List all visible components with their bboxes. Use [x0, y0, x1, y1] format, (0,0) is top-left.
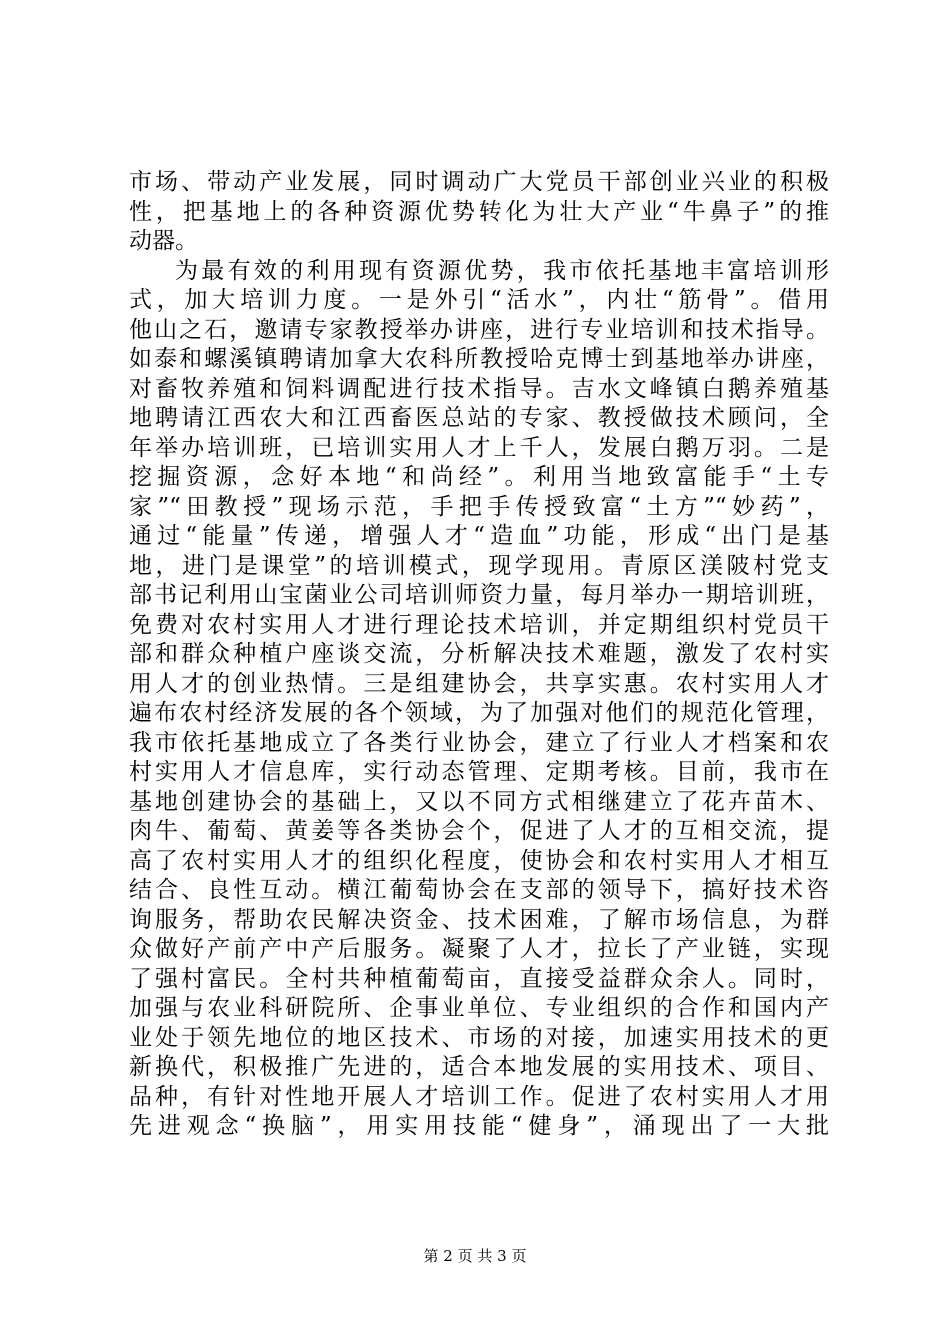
- text-line: 先进观念“换脑”，用实用技能“健身”，涌现出了一大批: [129, 1113, 829, 1139]
- text-line: 肉牛、葡萄、黄姜等各类协会个，促进了人才的互相交流，提: [129, 818, 829, 844]
- text-line: 用人才的创业热情。三是组建协会，共享实惠。农村实用人才: [129, 670, 829, 697]
- text-line: 地，进门是课堂”的培训模式，现学现用。青原区渼陂村党支: [129, 552, 829, 579]
- text-line: 动器。: [129, 228, 198, 254]
- text-line: 高了农村实用人才的组织化程度，使协会和农村实用人才相互: [129, 847, 829, 874]
- text-line: 他山之石，邀请专家教授举办讲座，进行专业培训和技术指导。: [129, 316, 829, 343]
- text-line: 挖掘资源，念好本地“和尚经”。利用当地致富能手“土专: [129, 464, 829, 490]
- text-line: 式，加大培训力度。一是外引“活水”，内壮“筋骨”。借用: [129, 287, 829, 313]
- text-line: 加强与农业科研院所、企事业单位、专业组织的合作和国内产: [129, 995, 829, 1021]
- text-line: 对畜牧养殖和饲料调配进行技术指导。吉水文峰镇白鹅养殖基: [129, 375, 829, 402]
- text-line: 市场、带动产业发展，同时调动广大党员干部创业兴业的积极: [129, 169, 829, 195]
- text-line: 部书记利用山宝菌业公司培训师资力量，每月举办一期培训班，: [129, 582, 829, 608]
- text-line: 免费对农村实用人才进行理论技术培训，并定期组织村党员干: [129, 611, 829, 638]
- text-line: 通过“能量”传递，增强人才“造血”功能，形成“出门是基: [129, 523, 829, 549]
- text-line: 基地创建协会的基础上，又以不同方式相继建立了花卉苗木、: [129, 788, 829, 815]
- text-line: 结合、良性互动。横江葡萄协会在支部的领导下，搞好技术咨: [129, 877, 829, 903]
- text-line: 部和群众种植户座谈交流，分析解决技术难题，激发了农村实: [129, 641, 829, 667]
- text-line: 新换代，积极推广先进的，适合本地发展的实用技术、项目、: [129, 1054, 829, 1080]
- text-line: 家”“田教授”现场示范，手把手传授致富“土方”“妙药”，: [129, 493, 829, 520]
- page-footer: 第 2 页 共 3 页: [423, 1247, 527, 1265]
- text-line: 如泰和螺溪镇聘请加拿大农科所教授哈克博士到基地举办讲座，: [129, 346, 829, 372]
- text-line: 年举办培训班，已培训实用人才上千人，发展白鹅万羽。二是: [129, 434, 829, 461]
- text-line: 业处于领先地位的地区技术、市场的对接，加速实用技术的更: [129, 1024, 829, 1051]
- text-line: 地聘请江西农大和江西畜医总站的专家、教授做技术顾问，全: [129, 405, 829, 431]
- body-text: [129, 168, 829, 1142]
- text-line: 我市依托基地成立了各类行业协会，建立了行业人才档案和农: [129, 729, 829, 756]
- text-line: 村实用人才信息库，实行动态管理、定期考核。目前，我市在: [129, 759, 829, 785]
- text-line: 遍布农村经济发展的各个领域，为了加强对他们的规范化管理，: [129, 700, 829, 726]
- text-line: 了强村富民。全村共种植葡萄亩，直接受益群众余人。同时，: [129, 965, 829, 992]
- text-line: 众做好产前产中产后服务。凝聚了人才，拉长了产业链，实现: [129, 936, 829, 962]
- text-line: 为最有效的利用现有资源优势，我市依托基地丰富培训形: [175, 257, 829, 284]
- text-line: 品种，有针对性地开展人才培训工作。促进了农村实用人才用: [129, 1083, 829, 1110]
- text-line: 性，把基地上的各种资源优势转化为壮大产业“牛鼻子”的推: [129, 198, 829, 225]
- text-line: 询服务，帮助农民解决资金、技术困难，了解市场信息，为群: [129, 906, 829, 933]
